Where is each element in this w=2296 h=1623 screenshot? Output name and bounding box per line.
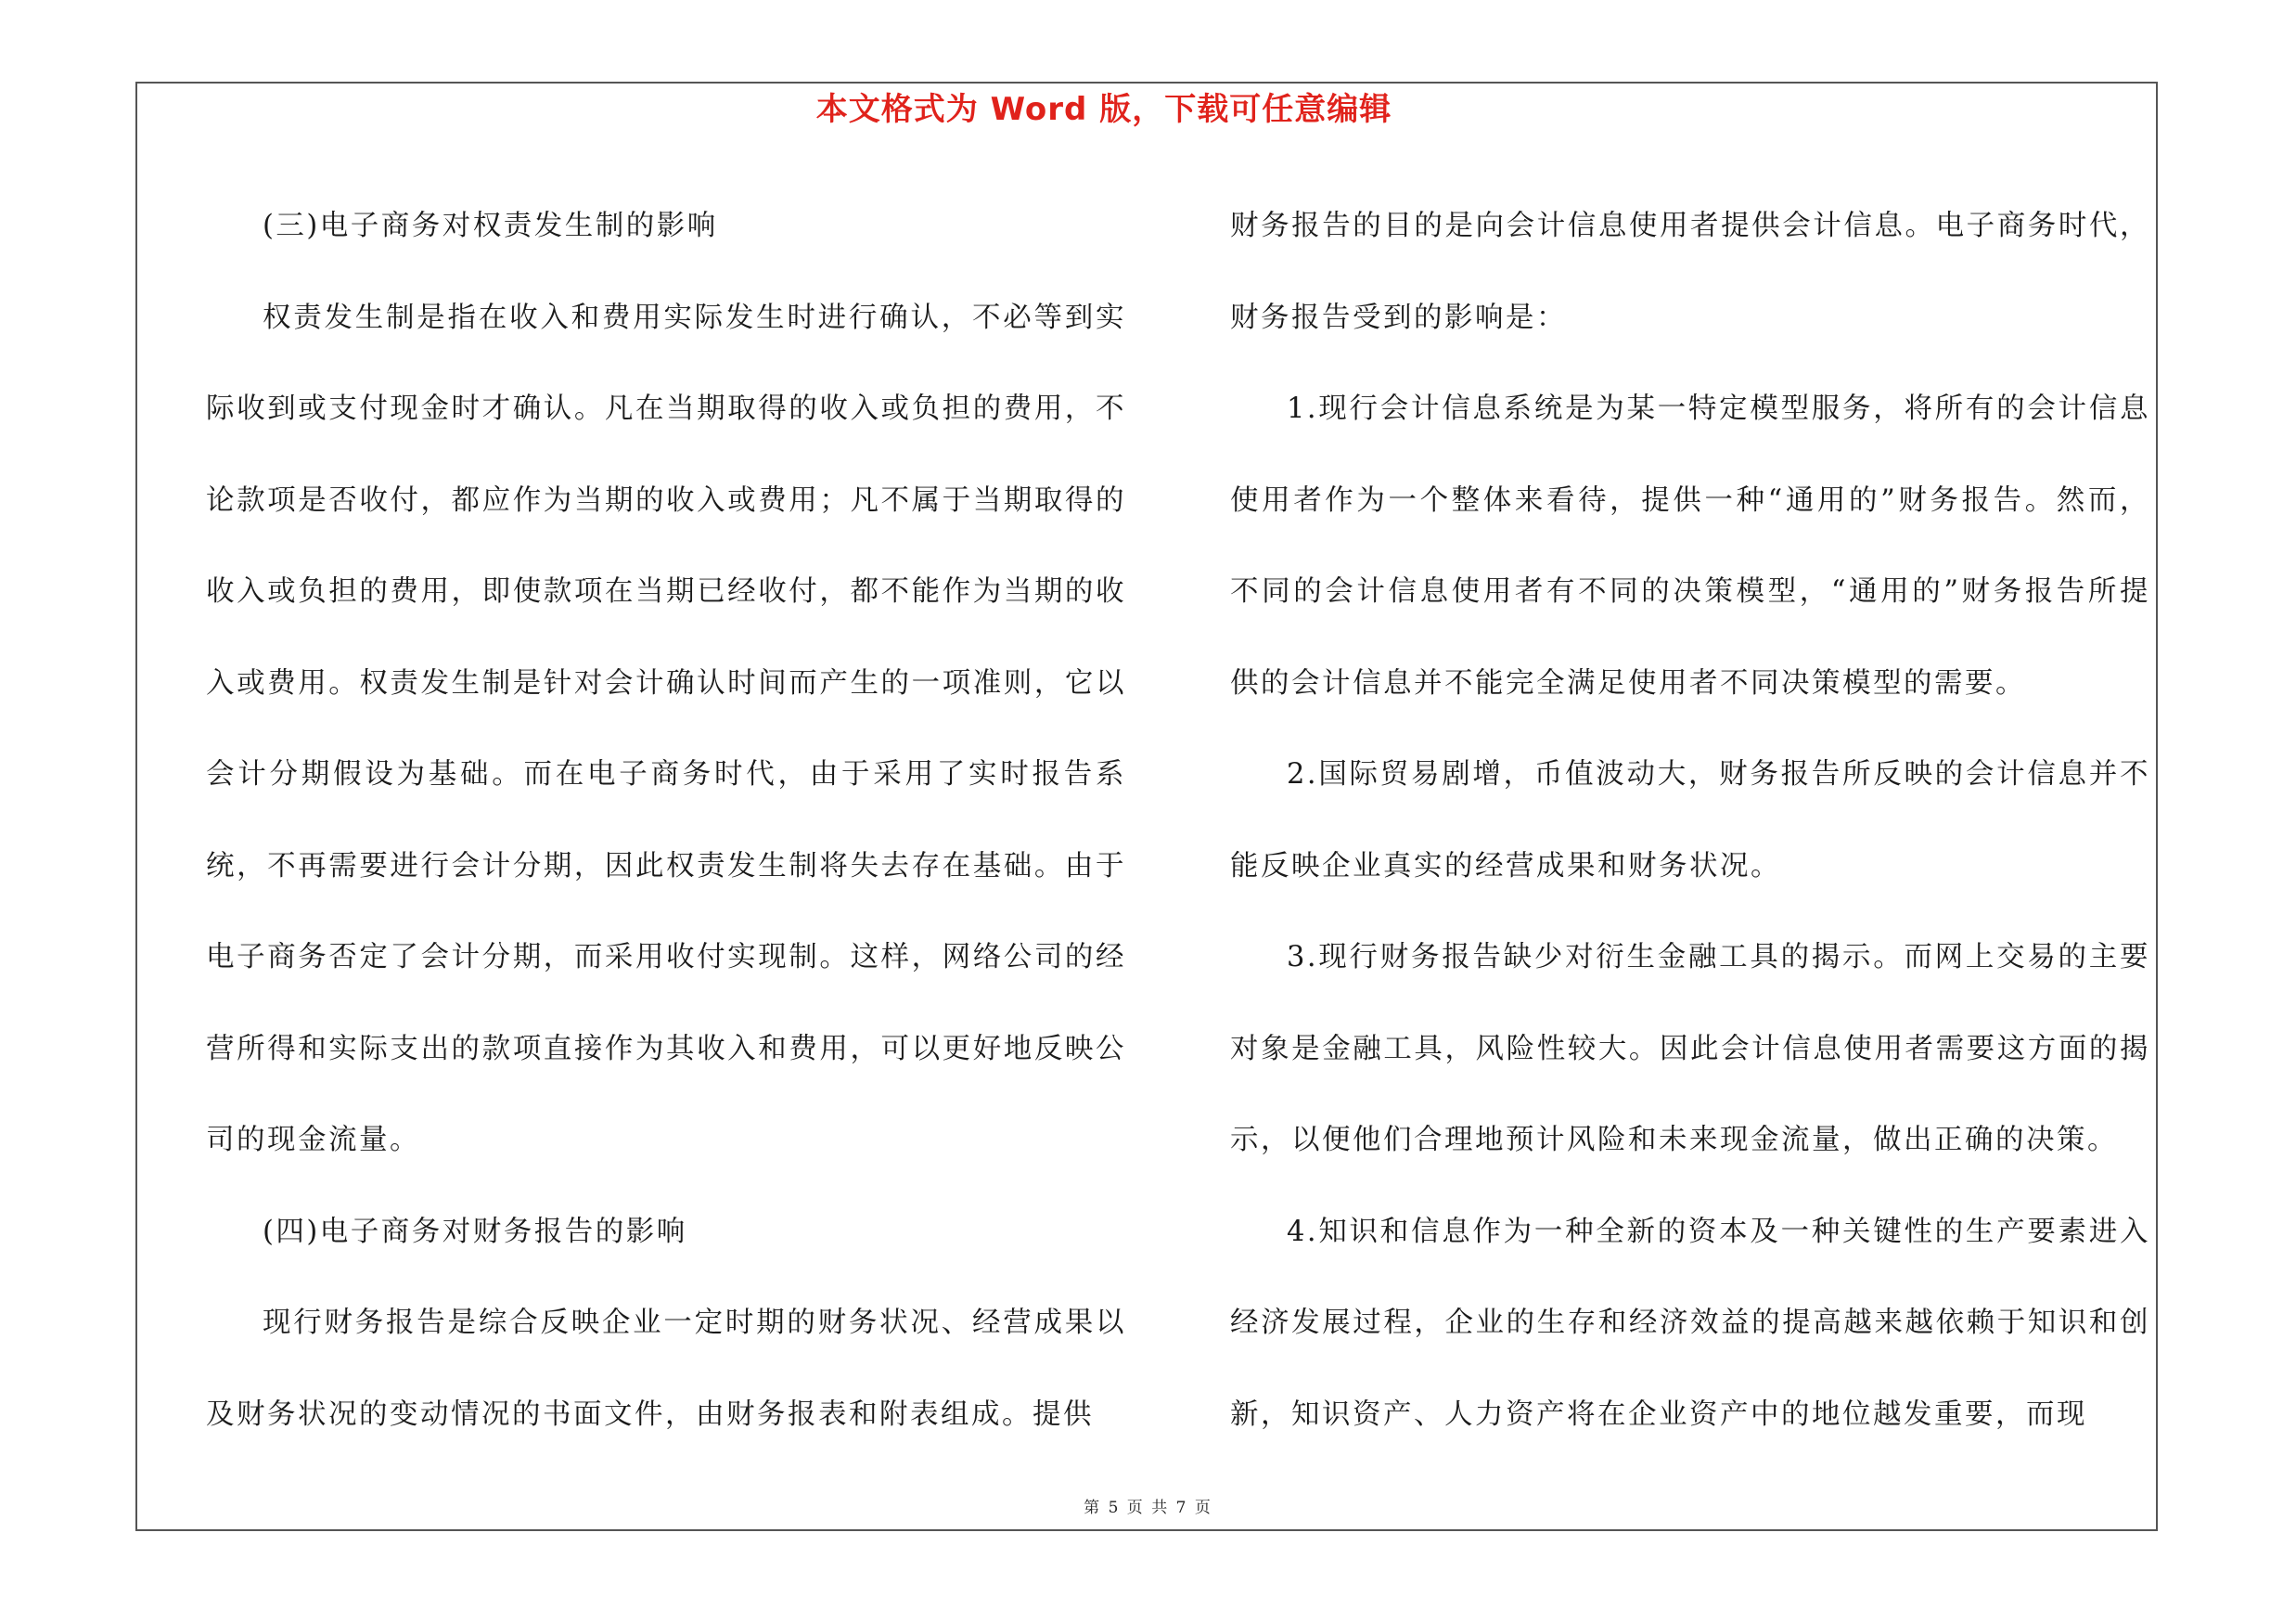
left-column <box>206 181 1126 1461</box>
paragraph-report-purpose: 财务报告的目的是向会计信息使用者提供会计信息。电子商务时代，财务报告受到的影响是： <box>1230 210 2150 334</box>
list-item-2: 2.国际贸易剧增，币值波动大，财务报告所反映的会计信息并不能反映企业真实的经营成果和财务状况。 <box>1230 758 2150 882</box>
paragraph-accrual-basis: 权责发生制是指在收入和费用实际发生时进行确认，不必等到实际收到或支付现金时才确认。凡在当期取得的收入或负担的费用，不论款项是否收付，都应作为当期的收入或费用；凡不属于当期取得的收入或负担的费用，即使款项在当期已经收付，都不能作为当期的收入或费用。权责发生制是针对会计确认时间而产生的一项准则，它以会计分期假设为基础。而在电子商务时代，由于采用了实时报告系统，不再需要进行会计分期，因此权责发生制将失去存在基础。由于电子商务否定了会计分期，而采用收付实现制。这样，网络公司的经营所得和实际支出的款项直接作为其收入和费用，可以更好地反映公司的现金流量。 <box>206 301 1126 1156</box>
section-heading-3: (三)电子商务对权责发生制的影响 <box>263 210 718 242</box>
list-item-1: 1.现行会计信息系统是为某一特定模型服务，将所有的会计信息使用者作为一个整体来看待，提供一种“通用的”财务报告。然而，不同的会计信息使用者有不同的决策模型，“通用的”财务报告所提供的会计信息并不能完全满足使用者不同决策模型的需要。 <box>1230 393 2150 700</box>
list-item-4: 4.知识和信息作为一种全新的资本及一种关键性的生产要素进入经济发展过程，企业的生存和经济效益的提高越来越依赖于知识和创新，知识资产、人力资产将在企业资产中的地位越发重要，而现 <box>1230 1215 2150 1431</box>
section-heading-4: (四)电子商务对财务报告的影响 <box>263 1215 687 1248</box>
paragraph-financial-report: 现行财务报告是综合反映企业一定时期的财务状况、经营成果以及财务状况的变动情况的书面文件，由财务报表和附表组成。提供 <box>206 1307 1126 1431</box>
right-column <box>1230 181 2150 1461</box>
list-item-3: 3.现行财务报告缺少对衍生金融工具的揭示。而网上交易的主要对象是金融工具，风险性较大。因此会计信息使用者需要这方面的揭示，以便他们合理地预计风险和未来现金流量，做出正确的决策。 <box>1230 941 2150 1156</box>
page-number: 第 5 页 共 7 页 <box>1084 1499 1212 1517</box>
word-format-banner: 本文格式为 Word 版，下载可任意编辑 <box>815 91 1392 128</box>
